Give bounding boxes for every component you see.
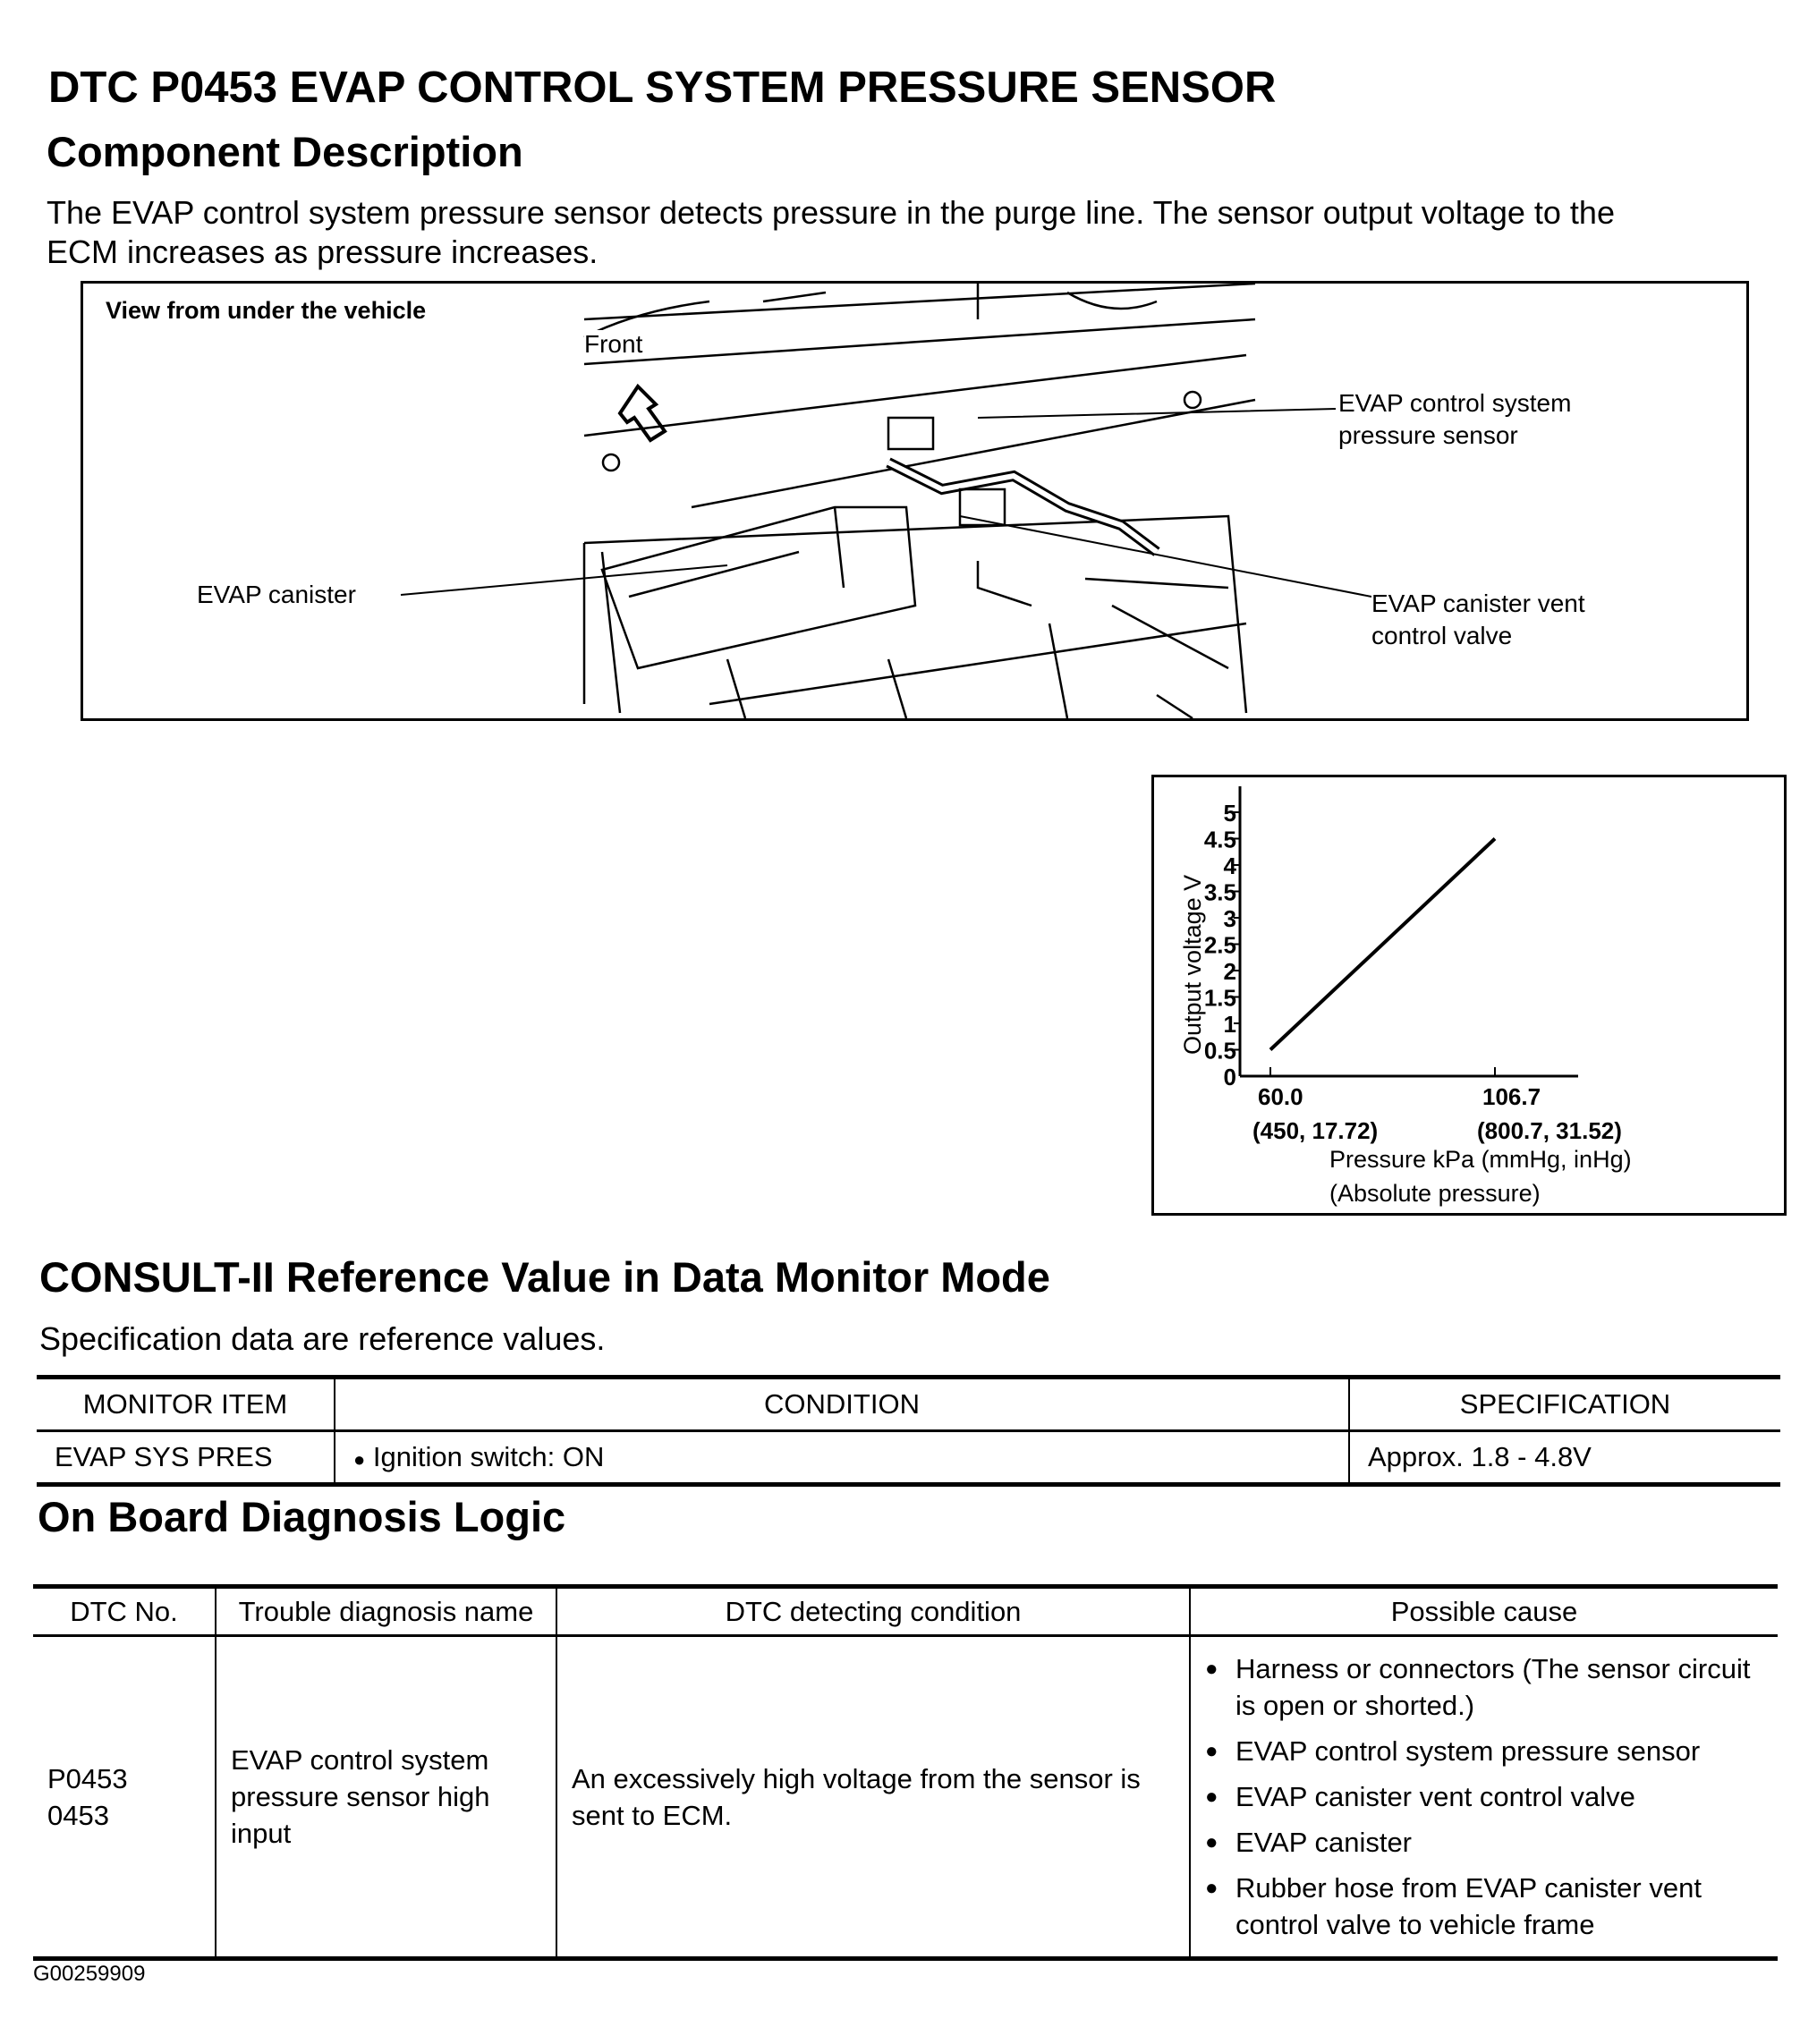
header-dtc-no: DTC No. [33,1587,216,1636]
dtc-no-cell [33,1636,216,1959]
monitor-item-cell: EVAP SYS PRES [37,1431,335,1485]
table-row [33,1636,1778,1959]
cause-item: ● EVAP control system pressure sensor [1205,1733,1763,1769]
obd-logic-table [33,1584,1778,1961]
possible-cause-list [1205,1650,1763,1943]
condition-cell: ● Ignition switch: ON [335,1431,1349,1485]
header-trouble-name: Trouble diagnosis name [216,1587,556,1636]
vent-valve-label-line2: control valve [1371,622,1513,649]
cause-item: ● Rubber hose from EVAP canister vent control valve to vehicle frame [1205,1870,1763,1943]
x-axis-sublabel: (Absolute pressure) [1329,1180,1541,1207]
detecting-condition-cell: An excessively high voltage from the sensor is sent to ECM. [556,1636,1190,1959]
header-possible-cause: Possible cause [1190,1587,1778,1636]
trouble-name-cell: EVAP control system pressure sensor high input [216,1636,556,1959]
y-tick-label: 0 [1223,1064,1236,1090]
component-location-figure [81,281,1749,721]
table-row [37,1431,1780,1485]
cause-item: ● Harness or connectors (The sensor circuit is open or shorted.) [1205,1650,1763,1724]
sensor-label-line2: pressure sensor [1338,421,1518,449]
y-tick-label: 2 [1223,958,1236,985]
y-tick-label: 1 [1223,1011,1236,1038]
vehicle-underside-illustration [83,284,1746,718]
consult-note: Specification data are reference values. [39,1320,606,1357]
obd-heading: On Board Diagnosis Logic [38,1493,566,1540]
consult-heading: CONSULT-II Reference Value in Data Monitor Mode [39,1253,1050,1301]
y-axis-label: Output voltage V [1179,874,1206,1055]
y-tick-label: 3 [1223,905,1236,932]
header-monitor-item: MONITOR ITEM [37,1378,335,1431]
header-detecting-condition: DTC detecting condition [556,1587,1190,1636]
x-axis-label: Pressure kPa (mmHg, inHg) [1329,1146,1632,1173]
possible-cause-cell [1190,1636,1778,1959]
sensor-label-line1: EVAP control system [1338,389,1572,417]
consult-reference-table [37,1375,1780,1487]
y-tick-label: 4 [1223,852,1236,879]
cause-item: ● EVAP canister vent control valve [1205,1778,1763,1815]
cause-item: ● EVAP canister [1205,1824,1763,1861]
component-description-line1: The EVAP control system pressure sensor detects pressure in the purge line. The sensor output voltage to the [47,194,1615,231]
x-tick-label: 60.0 [1258,1083,1303,1110]
component-description-heading: Component Description [47,128,523,175]
component-description-line2: ECM increases as pressure increases. [47,233,599,270]
x-tick-sublabel: (800.7, 31.52) [1477,1117,1622,1144]
series-line-output-voltage [1270,839,1495,1050]
figure-id: G00259909 [33,1962,146,1986]
y-tick-label: 0.5 [1203,1037,1236,1064]
table-header-row [37,1378,1780,1431]
condition-text: Ignition switch: ON [372,1441,605,1472]
x-tick-label: 106.7 [1482,1083,1541,1110]
figure-caption: View from under the vehicle [106,297,427,324]
vent-valve-label-line1: EVAP canister vent [1371,589,1585,617]
y-tick-label: 4.5 [1203,826,1236,853]
table-header-row [33,1587,1778,1636]
y-tick-label: 2.5 [1203,931,1236,959]
canister-label: EVAP canister [197,581,356,608]
x-tick-sublabel: (450, 17.72) [1252,1117,1379,1144]
specification-cell: Approx. 1.8 - 4.8V [1349,1431,1780,1485]
dtc-code-alt: 0453 [47,1799,109,1831]
front-arrow-label: Front [584,330,643,358]
y-tick-label: 5 [1223,800,1236,827]
y-tick-label: 1.5 [1203,984,1236,1012]
output-voltage-chart [1151,775,1787,1216]
page-title: DTC P0453 EVAP CONTROL SYSTEM PRESSURE SENSOR [48,64,1277,112]
y-tick-label: 3.5 [1203,878,1236,906]
header-condition: CONDITION [335,1378,1349,1431]
dtc-code: P0453 [47,1762,128,1794]
header-specification: SPECIFICATION [1349,1378,1780,1431]
